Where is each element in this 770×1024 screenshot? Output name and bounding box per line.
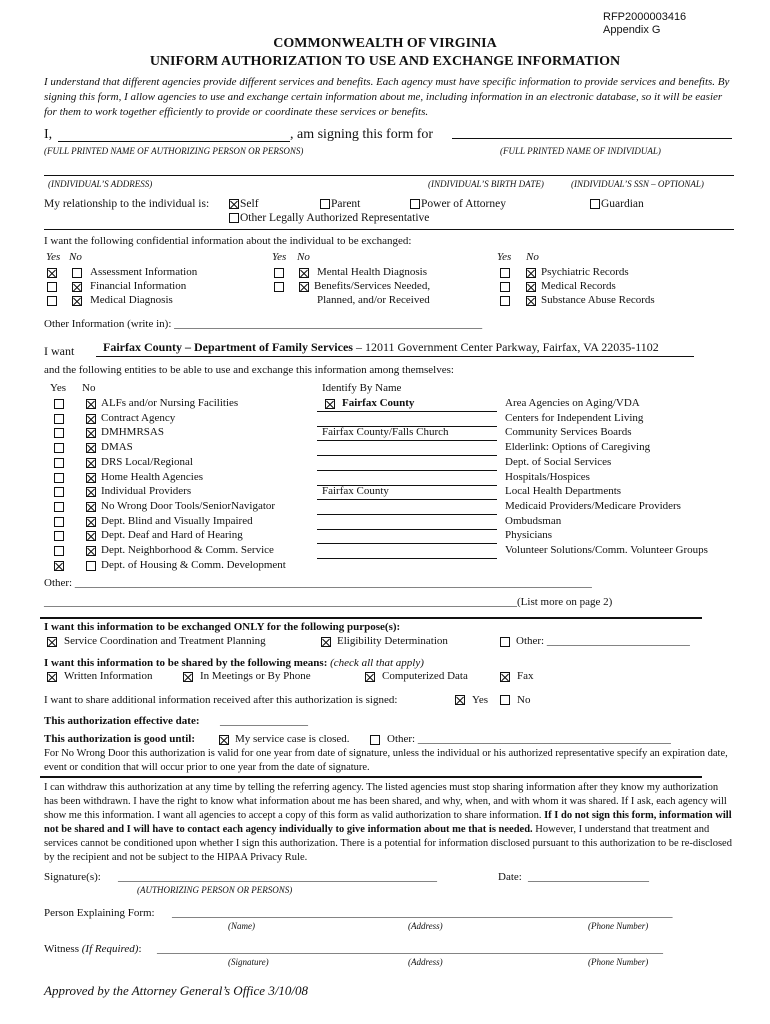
entity-no-checkbox[interactable]: [86, 517, 96, 527]
entity-identify-name-field[interactable]: Fairfax County/Falls Church: [322, 426, 449, 438]
means-computerized-label: Computerized Data: [382, 670, 468, 682]
i-label: I,: [44, 127, 53, 142]
benefits-no-checkbox[interactable]: [299, 282, 309, 292]
purpose-label: I want this information to be exchanged ONLY for the following purpose(s):: [44, 621, 401, 633]
additional-info-label: I want to share additional information received after this authorization is signed:: [44, 694, 398, 706]
entity-label: Individual Providers: [101, 485, 192, 497]
entity-no-checkbox[interactable]: [86, 414, 96, 424]
entity-no-checkbox[interactable]: [86, 428, 96, 438]
medical-records-no-checkbox[interactable]: [526, 282, 536, 292]
entity-right-list-item: Dept. of Social Services: [505, 456, 612, 468]
divider: [40, 617, 702, 619]
divider: [44, 229, 734, 230]
good-until-label: This authorization is good until:: [44, 733, 195, 745]
entity-label: DRS Local/Regional: [101, 456, 193, 468]
agency-address: – 12011 Government Center Parkway, Fairfax, VA 22035-1102: [352, 340, 659, 354]
entity-right-list-item: Volunteer Solutions/Comm. Volunteer Groups: [505, 544, 708, 556]
withdraw-text2: However, I understand that treatment and services cannot be conditioned upon whether I sign this authorization. There is a potential for information disclosed pursuant to this authorization to be re-disclosed by the recipient and not be subject to the HIPAA Privacy Rule.: [44, 824, 732, 863]
benefits-label: Benefits/Services Needed,: [314, 280, 431, 292]
caption-ssn: (INDIVIDUAL’S SSN – OPTIONAL): [571, 179, 704, 189]
means-written-label: Written Information: [64, 670, 153, 682]
identify-by-name-header: Identify By Name: [322, 382, 402, 394]
address-birth-ssn-line[interactable]: [44, 175, 734, 176]
entity-yes-checkbox[interactable]: [54, 443, 64, 453]
entity-yes-checkbox[interactable]: [54, 414, 64, 424]
withdraw-bold: If I do not sign this form, information will not be shared and I will have to contact each agency individually to give information about me that is needed.: [44, 810, 732, 835]
relationship-parent-checkbox[interactable]: [320, 199, 330, 209]
i-want-label: I want: [44, 344, 75, 358]
entity-right-list-item: Medicaid Providers/Medicare Providers: [505, 500, 681, 512]
mental-health-label: Mental Health Diagnosis: [317, 266, 427, 278]
date-label: Date:: [498, 871, 522, 883]
entity-yes-checkbox[interactable]: [54, 399, 64, 409]
entity-label: Contract Agency: [101, 412, 176, 424]
signature-label: Signature(s):: [44, 871, 101, 883]
purpose-other-checkbox[interactable]: [500, 637, 510, 647]
entity-label: DMHMRSAS: [101, 426, 164, 438]
withdraw-paragraph: [44, 781, 734, 865]
individual-name-field[interactable]: [452, 138, 732, 139]
substance-yes-checkbox[interactable]: [500, 296, 510, 306]
date-field[interactable]: ______________________: [528, 871, 649, 883]
entities-other-field[interactable]: Other: ______________________________________________________________________________________________: [44, 577, 592, 589]
entity-no-checkbox[interactable]: [86, 546, 96, 556]
relationship-other-rep-label: Other Legally Authorized Representative: [240, 212, 430, 224]
means-meetings-label: In Meetings or By Phone: [200, 670, 311, 682]
explaining-label: Person Explaining Form:: [44, 907, 155, 919]
entity-right-list-item: Ombudsman: [505, 515, 562, 527]
col2-no-header: No: [297, 251, 310, 263]
benefits-yes-checkbox[interactable]: [274, 282, 284, 292]
good-until-other-checkbox[interactable]: [370, 735, 380, 745]
i-want-agency-field[interactable]: [103, 340, 659, 355]
purpose-other-field[interactable]: Other: __________________________: [516, 635, 690, 647]
medical-diagnosis-no-checkbox[interactable]: [72, 296, 82, 306]
entity-label: Dept. of Housing & Comm. Development: [101, 559, 286, 571]
purpose-service-coordination-checkbox[interactable]: [47, 637, 57, 647]
means-meetings-checkbox[interactable]: [183, 672, 193, 682]
authorizing-person-name-field[interactable]: [58, 141, 290, 142]
caption-individual: (FULL PRINTED NAME OF INDIVIDUAL): [500, 146, 661, 156]
financial-yes-checkbox[interactable]: [47, 282, 57, 292]
explaining-name-caption: (Name): [228, 921, 255, 931]
additional-yes-label: Yes: [472, 694, 489, 706]
intro-paragraph: I understand that different agencies provide different services and benefits. Each agency must have specific information to provide services and benefits. By signing this form, I allow agencies to use and exchange certain information about me, including information in an electronic database, so it will be easier for them to work together efficiently to provide or coordinate these services or benefits.: [44, 76, 730, 118]
assessment-no-checkbox[interactable]: [72, 268, 82, 278]
entity-right-list-item: Centers for Independent Living: [505, 412, 644, 424]
entity-identify-underline: [317, 558, 497, 559]
additional-no-label: No: [517, 694, 531, 706]
relationship-guardian-label: Guardian: [601, 198, 644, 210]
good-until-case-closed-label: My service case is closed.: [235, 733, 350, 745]
mental-health-yes-checkbox[interactable]: [274, 268, 284, 278]
entity-label: Dept. Blind and Visually Impaired: [101, 515, 253, 527]
relationship-poa-checkbox[interactable]: [410, 199, 420, 209]
entity-right-list-item: Area Agencies on Aging/VDA: [505, 397, 640, 409]
medical-diagnosis-label: Medical Diagnosis: [90, 294, 173, 306]
purpose-eligibility-label: Eligibility Determination: [337, 635, 448, 647]
benefits-label-cont: Planned, and/or Received: [317, 294, 430, 306]
relationship-self-label: Self: [240, 198, 259, 210]
entity-yes-checkbox[interactable]: [54, 561, 64, 571]
entity-label: Dept. Neighborhood & Comm. Service: [101, 544, 274, 556]
entity-label: Home Health Agencies: [101, 471, 204, 483]
withdraw-text1: I can withdraw this authorization at any time by telling the referring agency. The listed agencies must stop sharing information after they know my authorization has been withdrawn. I have the right to know what information about me has been shared, and why, when, and with whom it was shared. If I ask, each agency will show me this information. I want all agencies to accept a copy of this form as valid authorization to share information.: [44, 782, 727, 821]
entity-no-checkbox[interactable]: [86, 561, 96, 571]
medical-records-yes-checkbox[interactable]: [500, 282, 510, 292]
effective-date-field[interactable]: ________________: [220, 715, 308, 727]
col3-no-header: No: [526, 251, 539, 263]
agency-underline: [96, 356, 694, 357]
no-wrong-door-note: For No Wrong Door this authorization is valid for one year from date of signature, unless the individual or his authorized representative specify an expiration date, event or condition that will occur prior to one year from the date of signature.: [44, 748, 728, 773]
entity-identify-underline: [317, 529, 497, 530]
assessment-yes-checkbox[interactable]: [47, 268, 57, 278]
entities-other-field-line2[interactable]: ______________________________________________________________________________________(List more on page 2): [44, 596, 613, 608]
signature-caption: (AUTHORIZING PERSON OR PERSONS): [137, 885, 293, 895]
explaining-phone-caption: (Phone Number): [588, 921, 649, 931]
caption-authorizing-person: (FULL PRINTED NAME OF AUTHORIZING PERSON OR PERSONS): [44, 146, 304, 156]
entity-identify-name-field[interactable]: Fairfax County: [342, 397, 415, 409]
additional-no-checkbox[interactable]: [500, 695, 510, 705]
means-written-checkbox[interactable]: [47, 672, 57, 682]
entity-yes-checkbox[interactable]: [54, 531, 64, 541]
entity-yes-checkbox[interactable]: [54, 428, 64, 438]
entity-label: ALFs and/or Nursing Facilities: [101, 397, 239, 409]
col3-yes-header: Yes: [497, 251, 512, 263]
relationship-self-checkbox[interactable]: [229, 199, 239, 209]
substance-no-checkbox[interactable]: [526, 296, 536, 306]
effective-date-label: This authorization effective date:: [44, 715, 200, 727]
means-fax-checkbox[interactable]: [500, 672, 510, 682]
col1-yes-header: Yes: [46, 251, 61, 263]
additional-yes-checkbox[interactable]: [455, 695, 465, 705]
title-line2: UNIFORM AUTHORIZATION TO USE AND EXCHANGE INFORMATION: [149, 54, 621, 69]
entity-no-checkbox[interactable]: [86, 399, 96, 409]
substance-label: Substance Abuse Records: [541, 294, 655, 306]
divider: [40, 776, 702, 778]
mental-health-no-checkbox[interactable]: [299, 268, 309, 278]
good-until-case-closed-checkbox[interactable]: [219, 735, 229, 745]
psychiatric-yes-checkbox[interactable]: [500, 268, 510, 278]
explaining-address-caption: (Address): [408, 921, 443, 931]
medical-diagnosis-yes-checkbox[interactable]: [47, 296, 57, 306]
entities-no-header: No: [82, 382, 96, 394]
purpose-service-coordination-label: Service Coordination and Treatment Planning: [64, 635, 266, 647]
info-exchange-label: I want the following confidential information about the individual to be exchanged:: [44, 235, 412, 247]
entity-yes-checkbox[interactable]: [54, 458, 64, 468]
psychiatric-no-checkbox[interactable]: [526, 268, 536, 278]
witness-field[interactable]: ____________________________________________________________________________________________: [157, 943, 663, 955]
entity-right-list-item: Physicians: [505, 529, 553, 541]
entity-no-checkbox[interactable]: [86, 487, 96, 497]
financial-info-label: Financial Information: [90, 280, 187, 292]
witness-if-required: (If Required): [81, 943, 139, 955]
caption-birth-date: (INDIVIDUAL’S BIRTH DATE): [428, 179, 544, 189]
entity-identify-underline: [317, 455, 497, 456]
rfp-number: RFP2000003416: [603, 11, 687, 23]
relationship-parent-label: Parent: [331, 198, 361, 210]
entity-right-list-item: Hospitals/Hospices: [505, 471, 590, 483]
witness-signature-caption: (Signature): [228, 957, 269, 967]
col1-no-header: No: [69, 251, 82, 263]
entity-yes-checkbox[interactable]: [54, 546, 64, 556]
entity-no-checkbox[interactable]: [86, 502, 96, 512]
purpose-eligibility-checkbox[interactable]: [321, 637, 331, 647]
entity-right-list-item: Local Health Departments: [505, 485, 622, 497]
means-computerized-checkbox[interactable]: [365, 672, 375, 682]
entity-right-list-item: Community Services Boards: [505, 426, 632, 438]
entities-yes-header: Yes: [50, 382, 67, 394]
witness-label: Witness: [44, 943, 79, 955]
entity-right-list-item: Elderlink: Options of Caregiving: [505, 441, 651, 453]
entity-yes-checkbox[interactable]: [54, 517, 64, 527]
title-line1: COMMONWEALTH OF VIRGINIA: [273, 36, 497, 51]
signing-text: , am signing this form for: [290, 127, 434, 142]
witness-colon: :: [138, 943, 142, 955]
entity-no-checkbox[interactable]: [86, 531, 96, 541]
means-fax-label: Fax: [517, 670, 534, 682]
entity-identify-underline: [317, 543, 497, 544]
agency-name: Fairfax County – Department of Family Services: [103, 340, 353, 354]
caption-address: (INDIVIDUAL’S ADDRESS): [48, 179, 153, 189]
good-until-other-field[interactable]: Other: ______________________________________________: [387, 733, 671, 745]
entity-identify-underline: [317, 514, 497, 515]
means-hint: (check all that apply): [330, 657, 424, 669]
entity-no-checkbox[interactable]: [86, 473, 96, 483]
appendix-label: Appendix G: [603, 24, 661, 36]
witness-phone-caption: (Phone Number): [588, 957, 649, 967]
footer-approval: Approved by the Attorney General’s Office 3/10/08: [44, 983, 309, 998]
witness-address-caption: (Address): [408, 957, 443, 967]
explaining-field[interactable]: ___________________________________________________________________________________________: [172, 907, 673, 919]
entity-no-checkbox[interactable]: [86, 443, 96, 453]
entity-no-checkbox[interactable]: [86, 458, 96, 468]
entity-identify-underline: [317, 440, 497, 441]
identify-fairfax-checkbox[interactable]: [325, 399, 335, 409]
entity-identify-underline: [317, 411, 497, 412]
entity-label: DMAS: [101, 441, 133, 453]
financial-no-checkbox[interactable]: [72, 282, 82, 292]
medical-records-label: Medical Records: [541, 280, 616, 292]
relationship-guardian-checkbox[interactable]: [590, 199, 600, 209]
assessment-info-label: Assessment Information: [90, 266, 198, 278]
entity-yes-checkbox[interactable]: [54, 487, 64, 497]
relationship-other-rep-checkbox[interactable]: [229, 213, 239, 223]
other-info-field[interactable]: Other Information (write in): ________________________________________________________: [44, 318, 483, 330]
entity-label: No Wrong Door Tools/SeniorNavigator: [101, 500, 276, 512]
relationship-label: My relationship to the individual is:: [44, 198, 210, 210]
psychiatric-label: Psychiatric Records: [541, 266, 629, 278]
entity-label: Dept. Deaf and Hard of Hearing: [101, 529, 243, 541]
col2-yes-header: Yes: [272, 251, 287, 263]
entity-identify-underline: [317, 470, 497, 471]
means-label: I want this information to be shared by the following means:: [44, 657, 328, 669]
entity-identify-name-field[interactable]: Fairfax County: [322, 485, 389, 497]
entity-yes-checkbox[interactable]: [54, 473, 64, 483]
entity-yes-checkbox[interactable]: [54, 502, 64, 512]
relationship-poa-label: Power of Attorney: [421, 198, 506, 210]
following-entities-label: and the following entities to be able to use and exchange this information among themselves:: [44, 364, 454, 376]
signature-field[interactable]: __________________________________________________________: [118, 871, 437, 883]
entity-identify-underline: [317, 499, 497, 500]
